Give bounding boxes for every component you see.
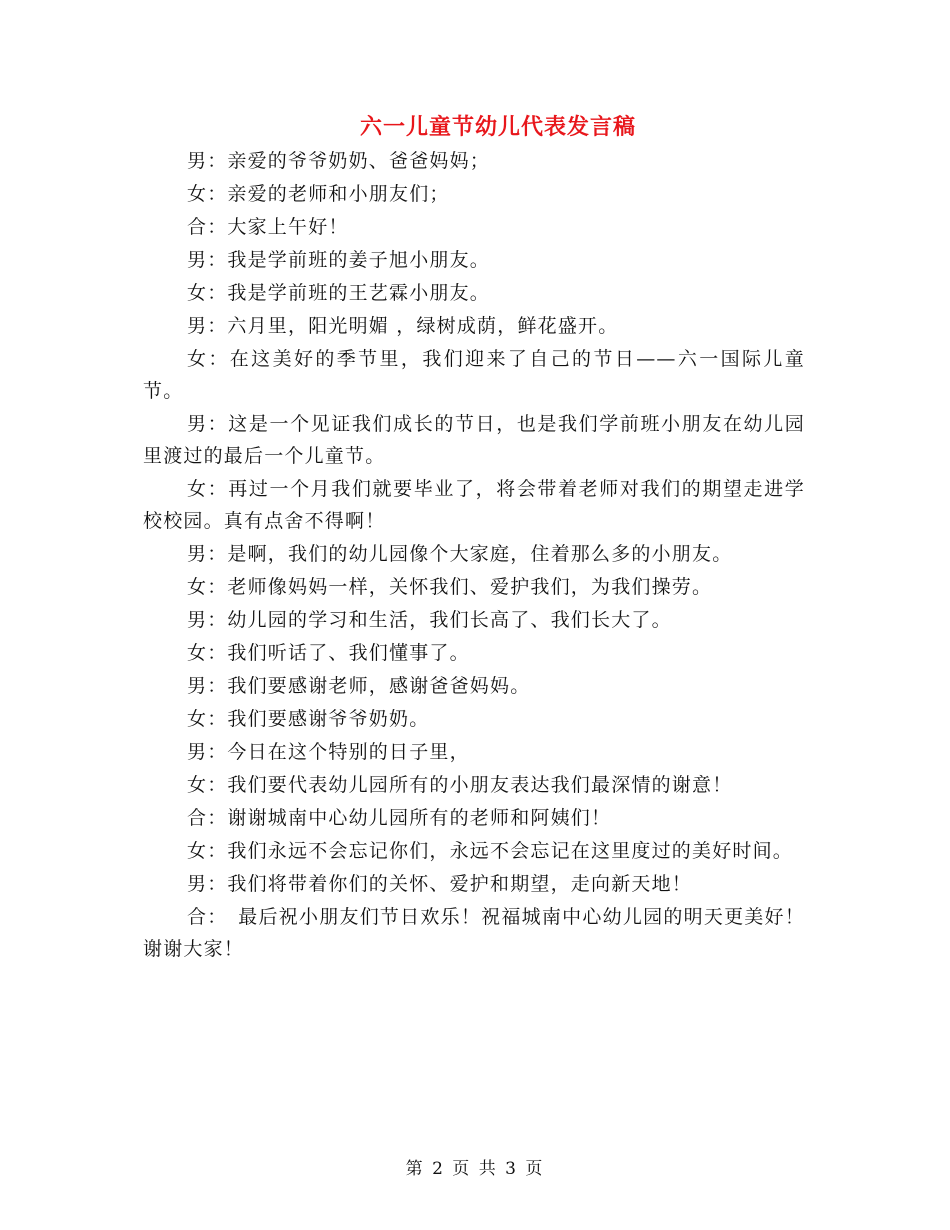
paragraph: 女：我们要代表幼儿园所有的小朋友表达我们最深情的谢意！	[187, 774, 733, 796]
document-title: 六一儿童节幼儿代表发言稿	[359, 114, 636, 140]
paragraph: 男：幼儿园的学习和生活，我们长高了、我们长大了。	[187, 609, 672, 631]
paragraph: 女：在这美好的季节里，我们迎来了自己的节日——六一国际儿童节。	[143, 348, 805, 402]
paragraph: 合： 最后祝小朋友们节日欢乐！祝福城南中心幼儿园的明天更美好！谢谢大家！	[143, 906, 805, 960]
paragraph: 女：老师像妈妈一样，关怀我们、爱护我们，为我们操劳。	[187, 576, 713, 598]
paragraph: 合：大家上午好！	[187, 216, 349, 238]
paragraph: 女：我们要感谢爷爷奶奶。	[187, 708, 430, 730]
paragraph: 女：亲爱的老师和小朋友们；	[187, 183, 450, 205]
paragraph: 男：我是学前班的姜子旭小朋友。	[187, 249, 491, 271]
paragraph: 男：这是一个见证我们成长的节日，也是我们学前班小朋友在幼儿园里渡过的最后一个儿童节。	[143, 413, 805, 467]
paragraph: 男：我们要感谢老师，感谢爸爸妈妈。	[187, 675, 531, 697]
document-body	[143, 145, 805, 965]
paragraph: 男：今日在这个特别的日子里，	[187, 741, 470, 763]
paragraph: 男：亲爱的爷爷奶奶、爸爸妈妈；	[187, 150, 491, 172]
paragraph: 女：我是学前班的王艺霖小朋友。	[187, 282, 491, 304]
paragraph: 男：是啊，我们的幼儿园像个大家庭，住着那么多的小朋友。	[187, 543, 733, 565]
paragraph: 女：我们永远不会忘记你们，永远不会忘记在这里度过的美好时间。	[187, 840, 794, 862]
paragraph: 男：六月里，阳光明媚 ，绿树成荫，鲜花盛开。	[187, 315, 619, 337]
paragraph: 男：我们将带着你们的关怀、爱护和期望，走向新天地！	[187, 873, 693, 895]
paragraph: 合：谢谢城南中心幼儿园所有的老师和阿姨们！	[187, 807, 612, 829]
paragraph: 女：我们听话了、我们懂事了。	[187, 642, 470, 664]
page-number-footer: 第 2 页 共 3 页	[405, 1159, 545, 1179]
paragraph: 女：再过一个月我们就要毕业了，将会带着老师对我们的期望走进学校校园。真有点舍不得啊！	[143, 478, 805, 532]
